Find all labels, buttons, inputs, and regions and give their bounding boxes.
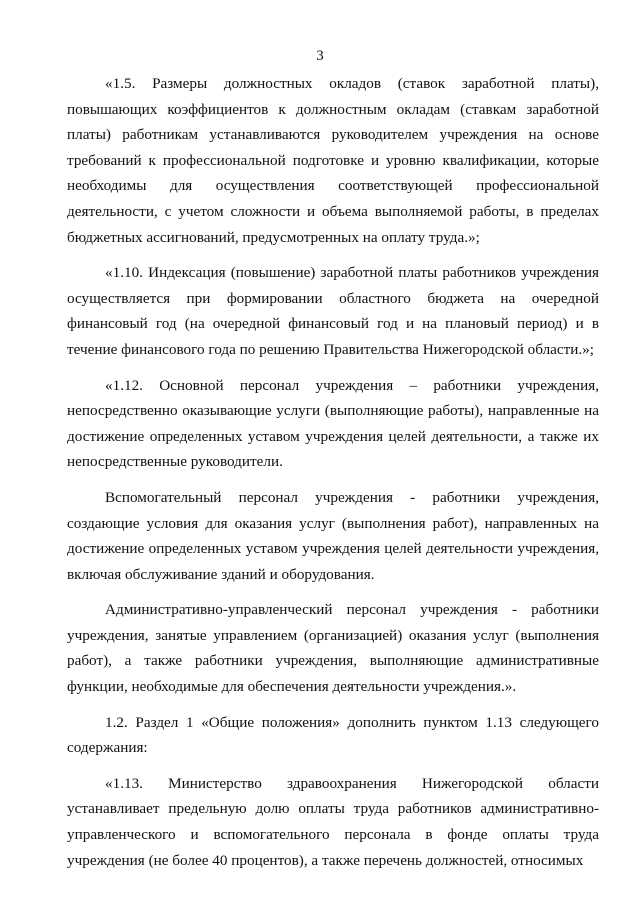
paragraph-auxiliary-staff: Вспомогательный персонал учреждения - работники учреждения, создающие условия для оказания услуг (выполнения работ), направленных на достижение определенных уставом учреждения целей деятельности учреждения, включая обслуживание зданий и оборудования. xyxy=(67,488,599,583)
paragraph-1-5: «1.5. Размеры должностных окладов (ставок заработной платы), повышающих коэффициентов к должностным окладам (ставкам заработной платы) работникам устанавливаются руководителем учреждения на основе требований к профессиональной подготовке и уровню квалификации, которые необходимы для осуществления соответствующей профессиональной деятельности, с учетом сложности и объема выполняемой работы, в пределах бюджетных ассигнований, предусмотренных на оплату труда.»; xyxy=(67,75,599,246)
paragraph-1-2: 1.2. Раздел 1 «Общие положения» дополнить пунктом 1.13 следующего содержания: xyxy=(67,713,599,757)
paragraph-admin-staff: Административно-управленческий персонал учреждения - работники учреждения, занятые управлением (организацией) оказания услуг (выполнения работ), а также работники учреждения, выполняющие административные функции, необходимые для обеспечения деятельности учреждения.». xyxy=(67,601,599,696)
paragraph-1-13: «1.13. Министерство здравоохранения Нижегородской области устанавливает предельную долю оплаты труда работников административно-управленческого и вспомогательного персонала в фонде оплаты труда учреждения (не более 40 процентов), а также перечень должностей, относимых xyxy=(67,774,599,869)
page-number: 3 xyxy=(316,48,324,64)
paragraph-1-12: «1.12. Основной персонал учреждения – работники учреждения, непосредственно оказывающие услуги (выполняющие работы), направленные на достижение определенных уставом учреждения целей деятельности, а также их непосредственные руководители. xyxy=(67,376,599,471)
document-body xyxy=(67,71,599,883)
paragraph-1-10: «1.10. Индексация (повышение) заработной платы работников учреждения осуществляется при формировании областного бюджета на очередной финансовый год (на очередной финансовый год и на плановый период) и в течение финансового года по решению Правительства Нижегородской области.»; xyxy=(67,264,599,358)
